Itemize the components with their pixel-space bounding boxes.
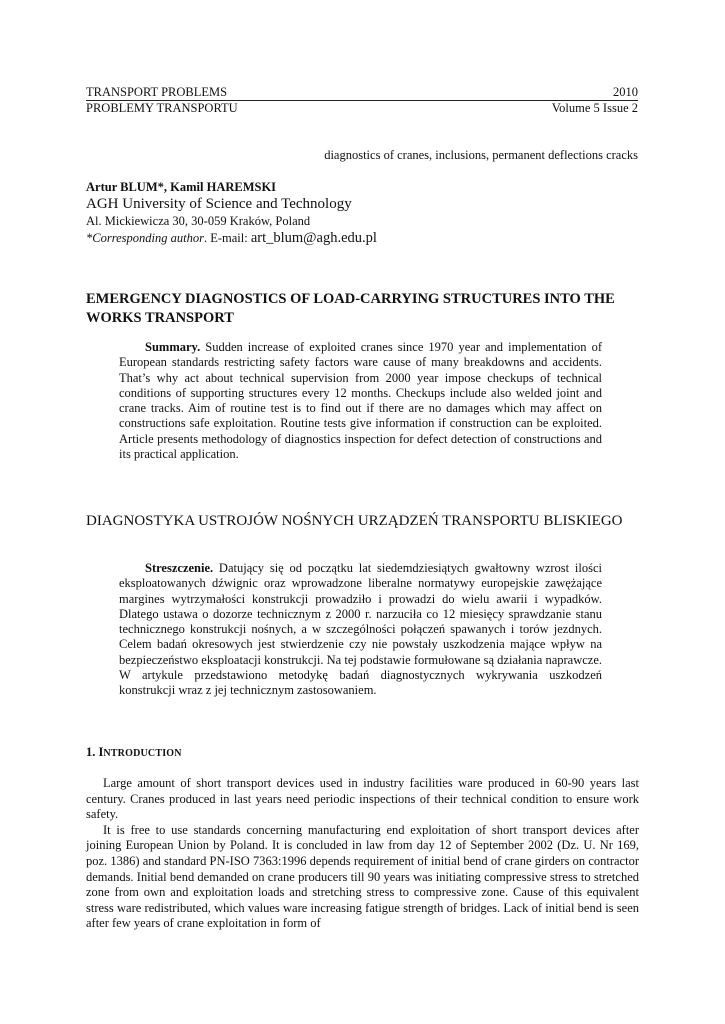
paragraph: Large amount of short transport devices used in industry facilities ware produced in 60-90 years last century. Cranes produced in last years need periodic inspections of their technical condition to ensure work safety.: [86, 776, 639, 822]
corresponding-author: [86, 230, 638, 247]
keywords: diagnostics of cranes, inclusions, permanent deflections cracks: [324, 148, 638, 162]
corresponding-label: *Corresponding author: [86, 231, 204, 245]
header-row-2: [86, 101, 638, 116]
streszczenie-text: Datujący się od początku lat siedemdziesiątych gwałtowny wzrost ilości eksploatowanych dźwignic oraz wprowadzone liberalne normatywy europejskie zawężające margines wytrzymałości konstrukcji prowadziło i prowadzi do wielu awarii i wypadków. Dlatego ustawa o dozorze technicznym z 2000 r. narzuciła co 12 miesięcy sprawdzanie stanu technicznego konstrukcji nośnych, a w szczególności połączeń spawanych i torów jezdnych. Celem badań okresowych jest stwierdzenie czy nie powstały uszkodzenia mające wpływ na bezpieczeństwo eksploatacji konstrukcji. Na tej podstawie formułowane są działania naprawcze. W artykule przedstawiono metodykę badań diagnostycznych wykrywania uszkodzeń konstrukcji wraz z jej technicznym zastosowaniem.: [119, 561, 602, 698]
affiliation: AGH University of Science and Technology: [86, 196, 352, 212]
summary-abstract: [119, 340, 602, 462]
journal-name-pl: PROBLEMY TRANSPORTU: [86, 101, 238, 115]
section-number: 1. I: [86, 745, 104, 759]
author-block: [86, 180, 638, 247]
journal-name-en: TRANSPORT PROBLEMS: [86, 85, 228, 99]
section-heading-introduction: [86, 745, 182, 760]
email-label: . E-mail:: [203, 231, 251, 245]
paper-title-pl: DIAGNOSTYKA USTROJÓW NOŚNYCH URZĄDZEŃ TRANSPORTU BLISKIEGO: [86, 513, 623, 529]
summary-text: Sudden increase of exploited cranes since 1970 year and implementation of European standards restricting safety factors ware cause of many breakdowns and accidents. That’s why act about technical supervision from 2000 year impose checkups of technical conditions of supporting structures every 12 months. Checkups include also welded joint and crane tracks. Aim of routine test is to find out if there are no damages which may affect on constructions safe exploitation. Routine tests give information if construction can be exploited. Article presents methodology of diagnostics inspection for defect detection of constructions and its practical application.: [119, 340, 602, 462]
header-row-1: [86, 85, 638, 101]
address: Al. Mickiewicza 30, 30-059 Kraków, Poland: [86, 214, 311, 228]
paper-title-en: EMERGENCY DIAGNOSTICS OF LOAD-CARRYING STRUCTURES INTO THE WORKS TRANSPORT: [86, 291, 615, 326]
author-names: Artur BLUM*, Kamil HAREMSKI: [86, 180, 277, 194]
journal-year: 2010: [613, 85, 638, 99]
email-link[interactable]: art_blum@agh.edu.pl: [250, 230, 377, 246]
running-header: [86, 85, 638, 116]
streszczenie-abstract: [119, 561, 602, 699]
paragraph: It is free to use standards concerning manufacturing end exploitation of short transport devices after joining European Union by Poland. It is concluded in law from day 12 of September 2002 (Dz. U. Nr 169, poz. 1386) and standard PN-ISO 7363:1996 depends requirement of initial bend of crane girders on contractor demands. Initial bend demanded on crane producers till 90 years was initiating compressive stress to stretched zone from own and exploitation loads and stretching stress to compressive zone. Cause of this equivalent stress ware redistributed, which values ware increasing fatigue strength of bridges. Lack of initial bend is seen after few years of crane exploitation in form of: [86, 822, 639, 931]
streszczenie-label: Streszczenie.: [145, 561, 214, 575]
summary-label: Summary.: [145, 340, 201, 354]
section-title: NTRODUCTION: [103, 748, 182, 759]
introduction-body: [86, 776, 639, 932]
journal-volume: Volume 5 Issue 2: [551, 101, 638, 115]
